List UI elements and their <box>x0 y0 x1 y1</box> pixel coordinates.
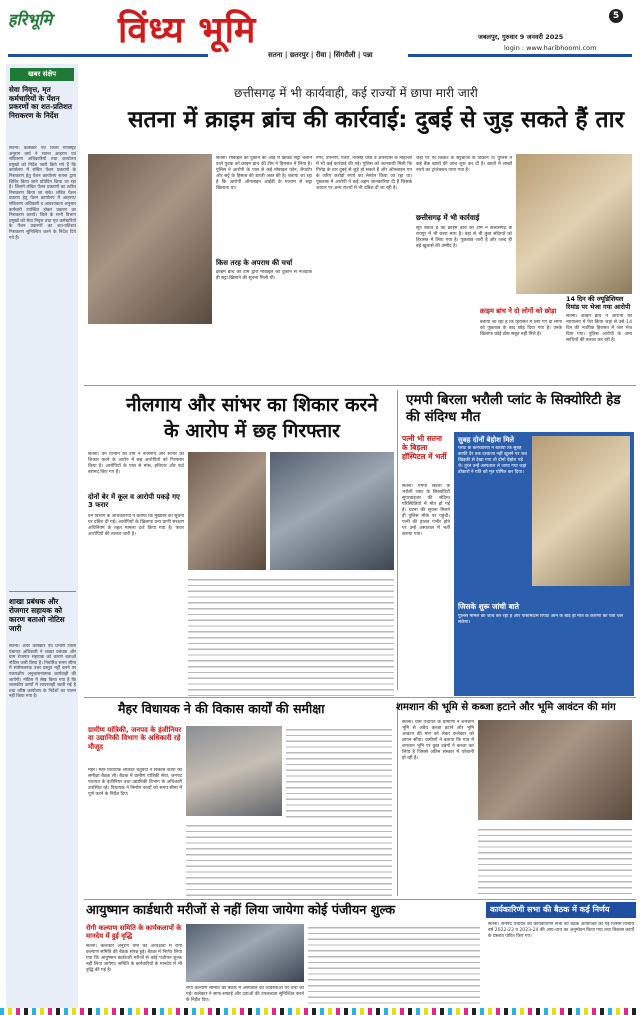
birla-side-title: पत्नी भी सतना के बिड़ला हॉस्पिटल में भर्ती <box>402 434 447 461</box>
maihar-text-cols <box>186 822 392 898</box>
nilgai-text2: वन विभाग के अधिकारियों ने बताया कि मुखबिर की सूचना पर दबिश दी गई। आरोपियों के खिलाफ वन्य प्राणी संरक्षण अधिनियम के तहत मामला दर्ज किया गया है। फरार आरोपियों की तलाश जारी है। <box>88 514 184 537</box>
lead-right-text: सतना। क्राइम ब्रांच ने आरोपी को न्यायालय में पेश किया जहां से उसे 14 दिन की न्यायिक हिरासत में जेल भेज दिया गया। पुलिस आरोपी के अन्य साथियों की तलाश कर रही है। <box>566 314 632 343</box>
birla-box-text2: पुलिस मामले की जांच कर रही है और पोस्टमार्टम रिपोर्ट आने के बाद ही मौत के कारणों का पता चल सकेगा। <box>458 614 623 625</box>
brief-2-title: शाखा प्रबंधक और रोजगार सहायक को कारण बताओ नोटिस जारी <box>9 597 65 633</box>
birla-headline: एमपी बिरला भरौली प्लांट के सिक्योरिटी हेड की संदिग्ध मौत <box>406 392 621 425</box>
brief-1-text: सतना। कलेक्टर एवं जिला मजिस्ट्रेट अनुराग वर्मा ने सतना आहरण एवं संवितरण अधिकारियों तथा कार्यालय प्रमुखों को निर्देश जारी किये गये हैं कि कार्यालय में संचित पेंशन प्रकरणों के निराकरण हेतु पेंशन कार्यालय सतना द्वारा शिविर किया जाने प्रतिदिन किया जा रहा है। जिसमें लंबित पेंशन प्रकरणों का त्वरित निराकरण किया जा सके। लंबित पेंशन प्रकरण हेतु पेंशन कार्यालय में आहरण/संवितरण अधिकारी व आवश्यकता अनुसार कर्मचारी उपस्थित होकर प्रकरण का निराकरण करायें। जिले के सभी विभाग प्रमुखों को सेवा निवृत्त तथा मृत कर्मचारियों के पेंशन प्रकरणों का शत-प्रतिशत निराकरण सुनिश्चित करने के निर्देश दिये गये हैं। <box>9 146 76 241</box>
nilgai-text: सतना। वन विभाग की टीम ने नीलगाय और सांभर का शिकार करने के आरोप में छह आरोपियों को गिरफ्तार किया है। आरोपियों के पास से मांस, हथियार और फंदे बरामद किए गए हैं। <box>88 452 184 475</box>
maihar-headline: मैहर विधायक ने की विकास कार्यों की समीक्षा <box>118 701 325 716</box>
website-line: login : www.haribhoomi.com <box>504 44 597 52</box>
lead-col1-text: सतना। मोबाइल की दुकान की आड़ में क्रिकेट सट्टा चलाने वाले युवक को क्राइम ब्रांच की टीम ने हिरासत में लिया है। पुलिस ने आरोपी के पास से कई मोबाइल फोन, लैपटॉप और सट्टे के हिसाब की डायरी जब्त की है। बताया जा रहा है कि आरोपी ऑनलाइन आईडी के माध्यम से सट्टा खिलाता था। <box>216 156 312 191</box>
lead-photo-main <box>88 154 212 324</box>
birla-side-text: सतना। एमपी बिरला के भरौली प्लांट के सिक्योरिटी सुपरवाइजर की संदिग्ध परिस्थितियों में मौत हो गई है। घटना की सूचना मिलते ही पुलिस मौके पर पहुंची। पत्नी की हालत गंभीर होने पर उन्हें अस्पताल में भर्ती कराया गया। <box>402 484 450 537</box>
birla-photo <box>532 436 630 586</box>
brief-2-text: सतना। अपर कलेक्टर एवं प्रभारी जिला पंचायत अधिकारी ने शाखा प्रबंधक और ग्राम रोजगार सहायक को कारण बताओ नोटिस जारी किया है। निर्धारित समय सीमा में संतोषजनक उत्तर प्रस्तुत नहीं करने पर एकपक्षीय अनुशासनात्मक कार्यवाही की जायेगी। नोटिस में लेख किया गया है कि शासकीय कार्यों में लापरवाही बरती गई है तथा वरिष्ठ कार्यालय के निर्देशों का पालन नहीं किया गया है। <box>9 644 76 700</box>
registration-marks <box>0 1008 640 1015</box>
birla-box-title: सुबह दोनों बेहोश मिले <box>458 436 515 444</box>
ayushman-subhead: रोगी कल्याण समिति के कार्यकलापों के मानदेय में हुई वृद्धि <box>86 924 182 940</box>
lead-story <box>84 64 636 381</box>
birla-box <box>454 432 634 696</box>
ayushman-photo <box>186 924 304 982</box>
birla-box-title2: जिसके शुरू जांची बाते <box>458 602 519 611</box>
page-number: 5 <box>609 9 623 23</box>
maihar-text: मैहर। मैहर विधायक श्रीकांत चतुर्वेदी ने विकास कार्यों की समीक्षा बैठक ली। बैठक में ग्रामीण यांत्रिकी सेवा, जनपद पंचायत के इंजीनियर तथा उद्यानिकी विभाग के अधिकारी उपस्थित रहे। विधायक ने निर्माण कार्यों को समय सीमा में पूर्ण करने के निर्देश दिए। <box>88 768 182 797</box>
ayushman-text2: रोगी कल्याण समिति की बैठक में अस्पताल की व्यवस्थाओं पर चर्चा की गई। कलेक्टर ने साफ-सफाई और दवाओं की उपलब्धता सुनिश्चित करने के निर्देश दिए। <box>186 986 304 1003</box>
shamshan-story <box>398 700 636 898</box>
lead-photo-right <box>516 154 632 294</box>
city-list: सतना | छतरपुर | रीवा | सिंगरौली | पन्ना <box>268 51 373 59</box>
nilgai-subhead: दोनों बेर में कूल व आरोपी पकड़े गए 3 फरार <box>88 493 180 509</box>
maihar-photo <box>186 726 282 816</box>
shamshan-photo <box>478 720 632 820</box>
ayushman-story <box>84 902 484 1006</box>
shamshan-headline: शमशान की भूमि से कब्जा हटाने और भूमि आवंटन की मांग <box>396 702 616 713</box>
lead-col2-text: नगर, उपनगर, पतेरी, नरसिंह चौक व आसपास के मोहल्लों में भी कई कार्रवाई की गई। पुलिस को जानकारी मिली कि गिरोह के तार दुबई से जुड़े हो सकते हैं और ऑनलाइन एप के जरिए करोड़ों रुपये का लेनदेन किया जा रहा था। पूछताछ में आरोपी ने कई अहम जानकारियां दी हैं जिसके आधार पर अन्य राज्यों में भी दबिश दी जा रही है। <box>316 156 412 191</box>
ayushman-headline: आयुष्मान कार्डधारी मरीजों से नहीं लिया जायेगा कोई पंजीयन शुल्क <box>86 903 396 918</box>
date-line: जबलपुर, गुरुवार 9 जनवरी 2025 <box>478 33 564 41</box>
brief-1-title: सेवा निवृत्त, मृत कर्मचारियों के पेंशन प्रकरणों का शत-प्रतिशत निराकरण के निर्देश <box>9 85 72 120</box>
nilgai-photo-2 <box>188 452 266 570</box>
birla-box-text: प्लांट के कर्मचारियों ने बताया कि सुबह काफी देर तक दरवाजा नहीं खुलने पर जब खिड़की से देखा गया तो दोनों बेहोश पड़े थे। तुरंत उन्हें अस्पताल ले जाया गया जहां डॉक्टरों ने पति को मृत घोषित कर दिया। <box>458 446 527 475</box>
lead-col1-text2: क्राइम ब्रांच की टीम द्वारा मोबाइल की दुकान से नजदीक ही सट्टा खिलाने की सूचना मिली थी। <box>216 270 312 281</box>
nilgai-text-cols <box>188 576 394 696</box>
lead-col3-subhead: छत्तीसगढ़ में भी कार्रवाई <box>416 213 480 222</box>
shamshan-text: सतना। ग्राम पंचायत के ग्रामीणों ने शमशान भूमि से अवैध कब्जा हटाने और भूमि आवंटन की मांग को लेकर कलेक्टर को ज्ञापन सौंपा। ग्रामीणों ने बताया कि गांव में शमशान भूमि पर कुछ दबंगों ने कब्जा कर लिया है जिससे अंतिम संस्कार में परेशानी हो रही है। <box>402 720 474 761</box>
edition-title: विंध्य भूमि <box>118 10 257 51</box>
lead-kicker: छत्तीसगढ़ में भी कार्यवाही, कई राज्यों में छापा मारी जारी <box>234 86 478 100</box>
maihar-subhead: ग्रामीण यांत्रिकी, जनपद के इंजीनियर वा उद्यानिकी विभाग के अधिकारी रहे मौजूद <box>88 726 182 751</box>
karyakarini-text: सतना। जनपद पंचायत की कार्यकारिणी सभा की बैठक आयोजित की गई जिसमें वित्तीय वर्ष 2022-23 व 2023-24 की आय-व्यय का अनुमोदन किया गया तथा विकास कार्यों के प्रस्ताव पारित किए गए। <box>488 922 634 939</box>
lead-sub2: क्राइम ब्रांच ने दो लोगों को छोड़ा <box>480 307 557 315</box>
shamshan-text-cols <box>478 826 632 896</box>
lead-col3-text: जहां पर पर क्रिकेट के सट्टेबाजों के ठिकाने थे। पुलिस ने कई बैंक खातों की जांच शुरू कर दी है। खातों में लाखों रुपये का ट्रांजेक्शन पाया गया है। <box>416 156 512 173</box>
ayushman-text: सतना। कलेक्टर अनुराग वर्मा की अध्यक्षता में रोगी कल्याण समिति की बैठक संपन्न हुई। बैठक में निर्णय लिया गया कि आयुष्मान कार्डधारी मरीजों से कोई पंजीयन शुल्क नहीं लिया जायेगा। समिति के कर्मचारियों के मानदेय में भी वृद्धि की गई है। <box>86 944 182 973</box>
maihar-story <box>84 700 396 898</box>
karyakarini-headline: कार्यकारिणी सभा की बैठक में कई निर्णय <box>490 905 610 914</box>
ayushman-text-cols <box>308 924 480 1006</box>
lead-photo-caption: 14 दिन की ज्यूडिशियल रिमांड पर भेजा गया आरोपी <box>566 295 631 311</box>
nilgai-photo <box>270 452 394 570</box>
nilgai-story <box>84 388 396 696</box>
masthead-rule <box>8 54 208 57</box>
lead-col1-subhead: किस तरह के अपराध की चर्चा <box>216 259 293 267</box>
lead-headline: सतना में क्राइम ब्रांच की कार्रवाई: दुबई से जुड़ सकते हैं तार <box>128 107 625 133</box>
lead-sub2-text: बताया जा रहा है कि हिरासत में लिए गए दो लोगों को पूछताछ के बाद छोड़ दिया गया है। उनके खिलाफ कोई ठोस सबूत नहीं मिले हैं। <box>480 320 562 337</box>
sidebar-label: खबर संक्षेप <box>10 68 74 81</box>
birla-story <box>398 388 636 696</box>
karyakarini-story <box>486 902 636 1006</box>
lead-col3-text2: सूत्र बताते हैं कि क्राइम ब्रांच की टीम ने छत्तीसगढ़ के रायपुर में भी छापा मारा है। वहां से भी कुछ संदिग्धों को हिरासत में लिया गया है। पूछताछ जारी है और जल्द ही बड़े खुलासे की उम्मीद है। <box>416 226 512 249</box>
masthead <box>0 0 640 62</box>
brand-logo: हरिभूमि <box>8 10 53 29</box>
sidebar-briefs <box>6 64 78 1012</box>
nilgai-headline: नीलगाय और सांभर का शिकार करने के आरोप में छह गिरफ्तार <box>126 394 378 442</box>
